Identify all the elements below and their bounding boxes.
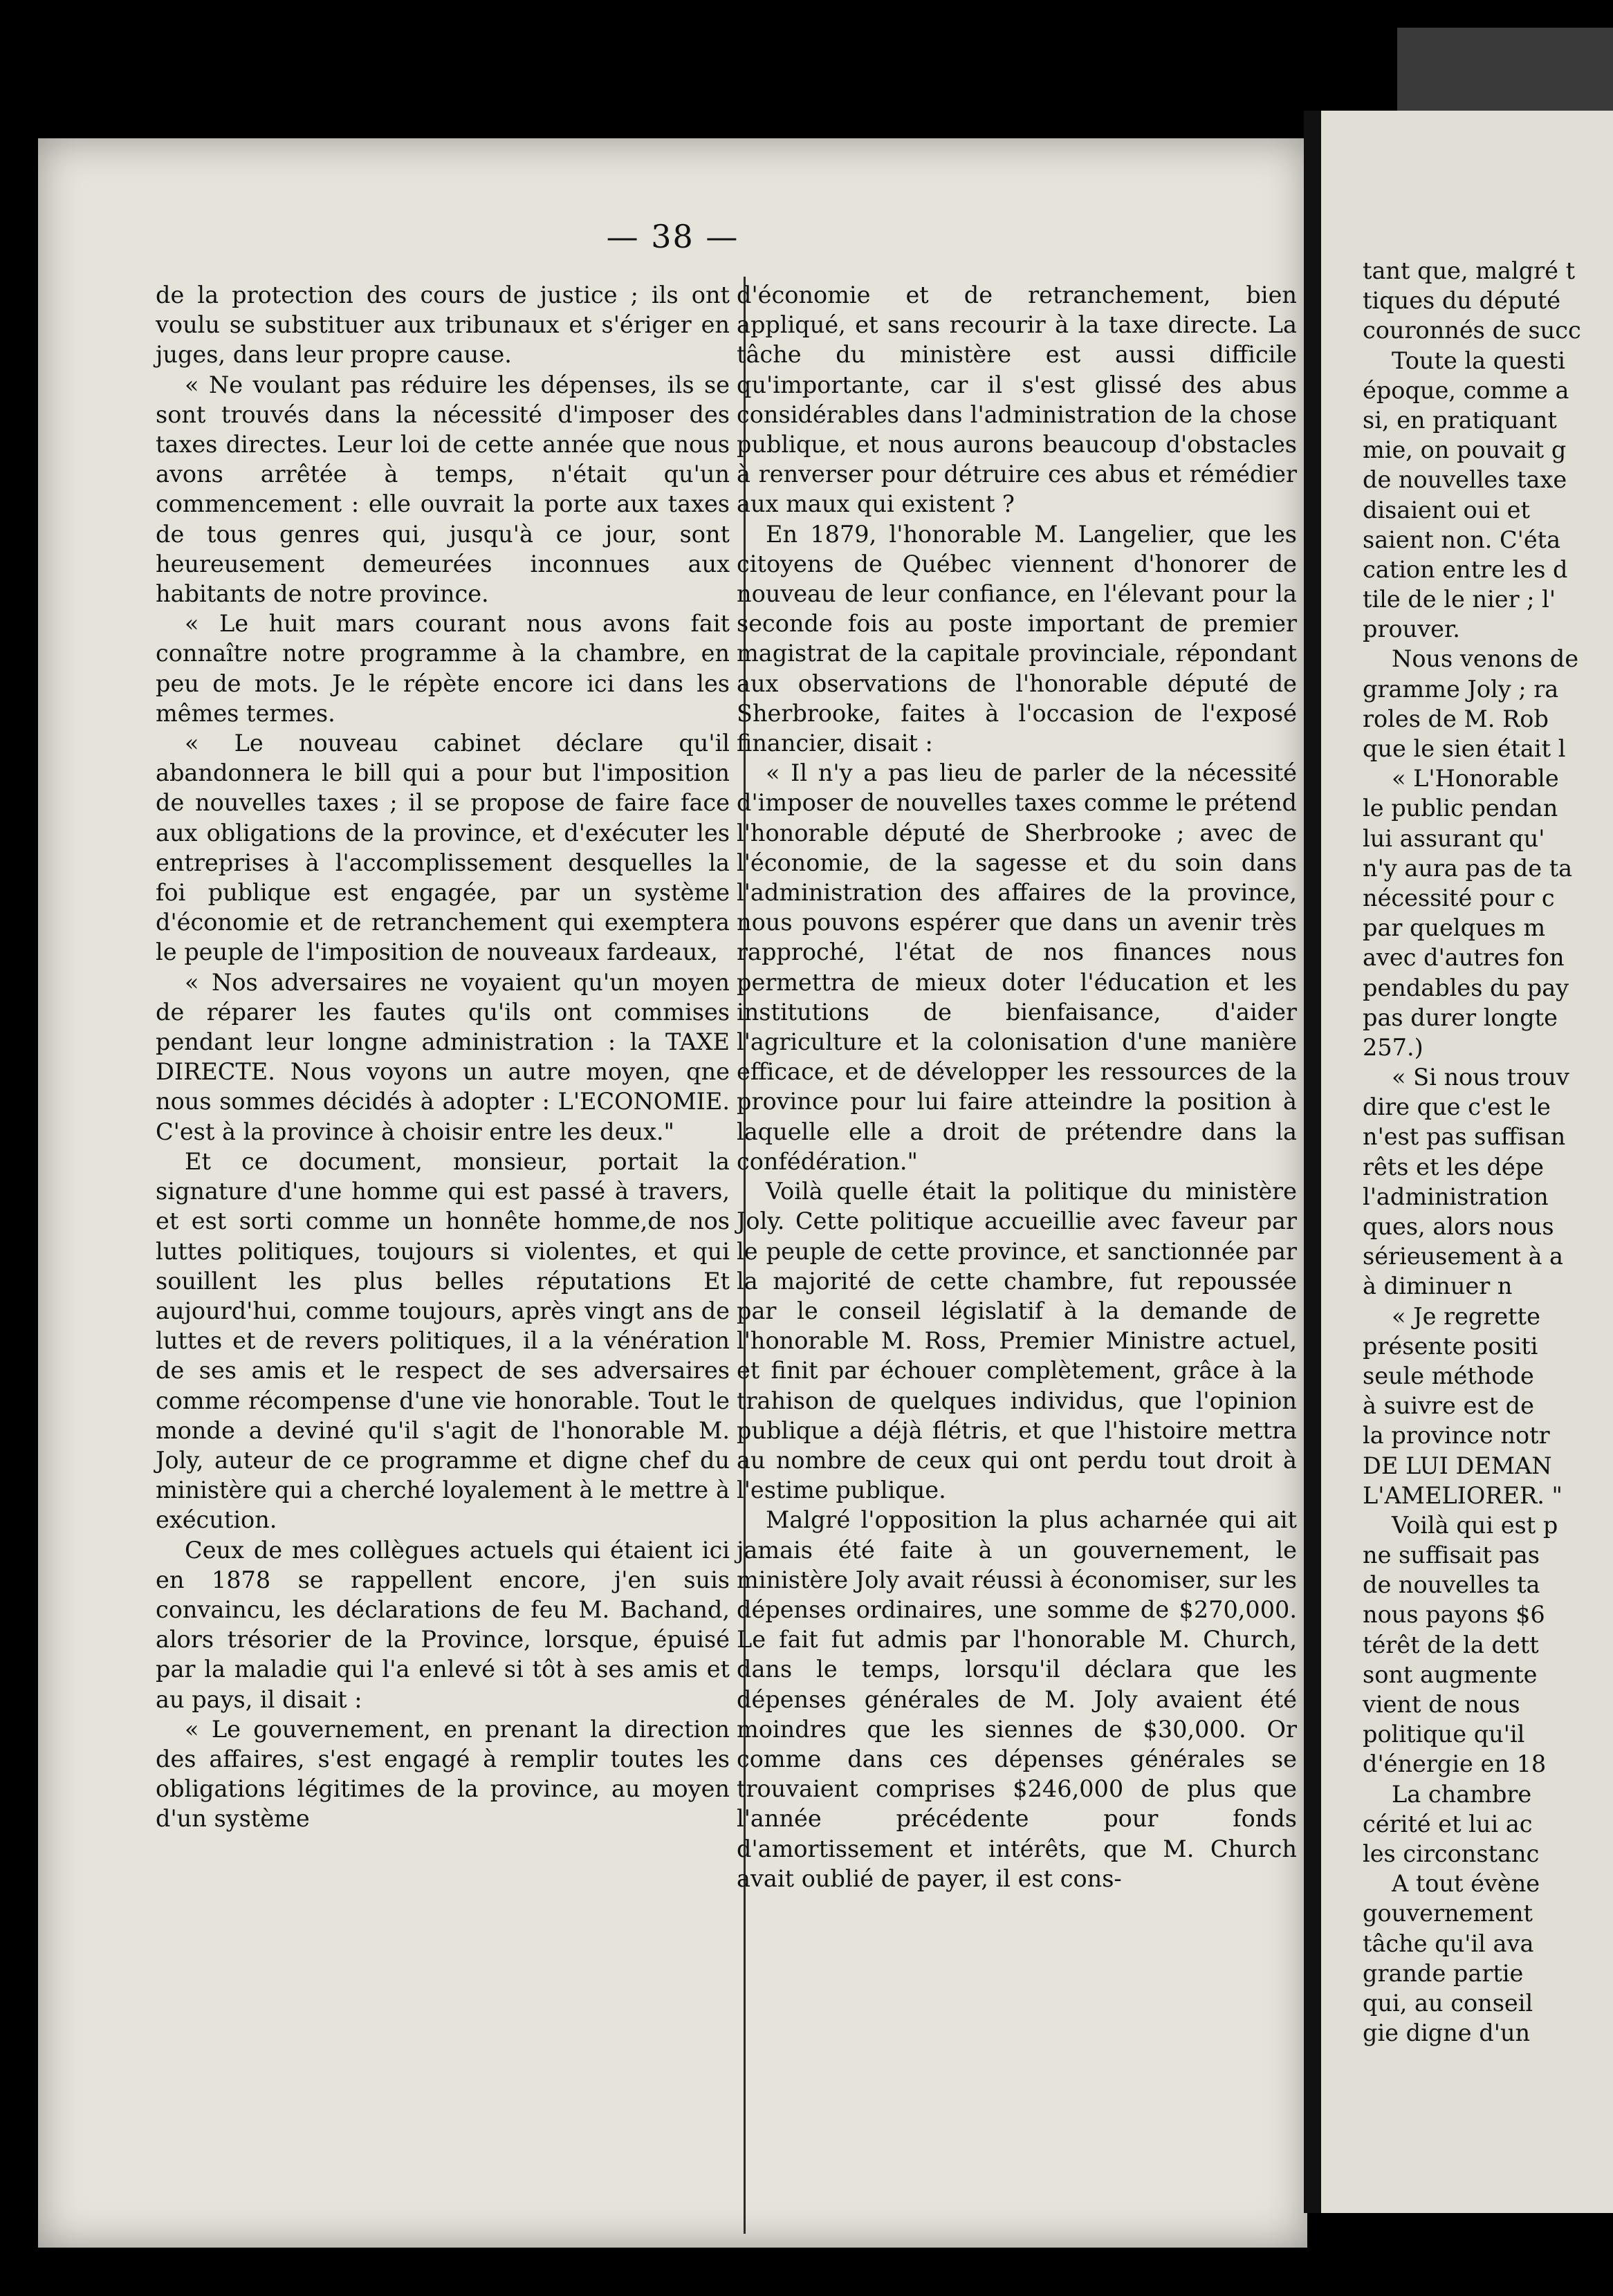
facing-line-23: avec d'autres fon: [1363, 944, 1565, 972]
right-paragraph-3: Voilà quelle était la politique du ministère Joly. Cette politique accueillie avec faveur par le peuple de cette province, et sanctionnée par la majorité de cette chambre, fut repoussée par le conseil législatif à la demande de l'honorable M. Ross, Premier Ministre actuel, et finit par échouer complètement, grâce à la trahison de quelques individus, que l'opinion publique a déjà flétris, et que l'histoire mettra au nombre de ceux qui ont perdu tout droit à l'estime publique.: [737, 1178, 1297, 1504]
facing-page-text: [1363, 256, 1613, 2048]
facing-line-10: cation entre les d: [1363, 555, 1568, 583]
facing-line-14: gramme Joly ; ra: [1363, 675, 1559, 703]
facing-line-51: La chambre: [1392, 1780, 1532, 1808]
facing-line-45: nous payons $6: [1363, 1601, 1545, 1629]
facing-line-20: n'y aura pas de ta: [1363, 854, 1573, 882]
facing-line-30: rêts et les dépe: [1363, 1153, 1544, 1181]
facing-line-28: dire que c'est le: [1363, 1093, 1551, 1121]
facing-line-33: sérieusement à a: [1363, 1243, 1564, 1270]
facing-line-35: « Je regrette: [1392, 1302, 1540, 1330]
facing-line-53: les circonstanc: [1363, 1840, 1540, 1867]
left-paragraph-5: Et ce document, monsieur, portait la signature d'une homme qui est passé à travers, et est sorti comme un honnête homme,de nos luttes politiques, toujours si violentes, et qui souillent les plus belles réputations Et aujourd'hui, comme toujours, après vingt ans de luttes et de revers politiques, il a la vénération de ses amis et le respect de ses adversaires comme récompense d'une vie honorable. Tout le monde a deviné qu'il s'agit de l'honorable M. Joly, auteur de ce programme et digne chef du ministère qui a cherché loyalement à le mettre à exécution.: [156, 1147, 730, 1534]
left-paragraph-0: de la protection des cours de justice ; ils ont voulu se substituer aux tribunaux et s'ériger en juges, dans leur propre cause.: [156, 281, 730, 369]
facing-line-59: gie digne d'un: [1363, 2019, 1531, 2047]
facing-line-50: d'énergie en 18: [1363, 1750, 1547, 1778]
facing-line-34: à diminuer n: [1363, 1272, 1513, 1300]
facing-line-55: gouvernement: [1363, 1900, 1533, 1927]
facing-line-38: à suivre est de: [1363, 1392, 1534, 1420]
facing-line-54: A tout évène: [1392, 1870, 1540, 1898]
facing-line-4: époque, comme a: [1363, 376, 1569, 404]
facing-line-21: nécessité pour c: [1363, 884, 1555, 911]
facing-line-17: « L'Honorable: [1392, 765, 1559, 793]
left-paragraph-3: « Le nouveau cabinet déclare qu'il abandonnera le bill qui a pour but l'imposition de nouvelles taxes ; il se propose de faire face aux obligations de la province, et d'exécuter les entreprises à l'accomplissement desquelles la foi publique est engagée, par un système d'économie et de retranchement qui exemptera le peuple de l'imposition de nouveaux fardeaux,: [156, 730, 730, 966]
facing-line-25: pas durer longte: [1363, 1003, 1558, 1031]
facing-line-26: 257.): [1363, 1033, 1423, 1061]
facing-line-40: DE LUI DEMAN: [1363, 1452, 1552, 1479]
facing-line-41: L'AMELIORER. ": [1363, 1481, 1563, 1509]
facing-line-22: par quelques m: [1363, 914, 1546, 942]
book-page: [38, 138, 1307, 2248]
facing-line-11: tile de le nier ; l': [1363, 586, 1556, 613]
facing-line-29: n'est pas suffisan: [1363, 1123, 1566, 1151]
left-paragraph-4: « Nos adversaires ne voyaient qu'un moyen de réparer les fautes qu'ils ont commises pendant leur longne administration : la TAXE DIRECTE. Nous voyons un autre moyen, qne nous sommes décidés à adopter : L'ECONOMIE. C'est à la province à choisir entre les deux.": [156, 968, 730, 1145]
facing-line-58: qui, au conseil: [1363, 1989, 1533, 2017]
facing-line-18: le public pendan: [1363, 795, 1558, 822]
facing-line-46: térêt de la dett: [1363, 1631, 1539, 1658]
facing-line-44: de nouvelles ta: [1363, 1571, 1540, 1599]
facing-line-36: présente positi: [1363, 1332, 1538, 1360]
facing-line-3: Toute la questi: [1392, 346, 1565, 374]
left-paragraph-6: Ceux de mes collègues actuels qui étaient ici en 1878 se rappellent encore, j'en suis convaincu, les déclarations de feu M. Bachand, alors trésorier de la Province, lorsque, épuisé par la maladie qui l'a enlevé si tôt à ses amis et au pays, il disait :: [156, 1536, 730, 1713]
facing-line-39: la province notr: [1363, 1422, 1550, 1450]
facing-line-8: disaient oui et: [1363, 496, 1530, 524]
facing-line-2: couronnés de succ: [1363, 317, 1581, 344]
facing-line-32: ques, alors nous: [1363, 1213, 1554, 1240]
facing-line-19: lui assurant qu': [1363, 824, 1545, 852]
facing-line-0: tant que, malgré t: [1363, 257, 1576, 284]
page-edge-background: [1397, 28, 1613, 111]
page-number: — 38 —: [606, 218, 739, 255]
facing-line-1: tiques du député: [1363, 287, 1561, 315]
facing-line-6: mie, on pouvait g: [1363, 436, 1567, 464]
facing-line-48: vient de nous: [1363, 1691, 1520, 1718]
facing-line-42: Voilà qui est p: [1392, 1511, 1558, 1539]
facing-line-13: Nous venons de: [1392, 645, 1579, 673]
right-text-column: [737, 280, 1297, 1894]
right-paragraph-0: d'économie et de retranchement, bien appliqué, et sans recourir à la taxe directe. La tâche du ministère est aussi difficile qu'importante, car il s'est glissé des abus considérables dans l'administration de la chose publique, et nous aurons beaucoup d'obstacles à renverser pour détruire ces abus et rémédier aux maux qui existent ?: [737, 281, 1297, 518]
facing-line-5: si, en pratiquant: [1363, 406, 1557, 434]
right-paragraph-2: « Il n'y a pas lieu de parler de la nécessité d'imposer de nouvelles taxes comme le prétend l'honorable député de Sherbrooke ; avec de l'économie, de la sagesse et du soin dans l'administration des affaires de la province, nous pouvons espérer que dans un avenir très rapproché, l'état de nos finances nous permettra de mieux doter l'éducation et les institutions de bienfaisance, d'aider l'agriculture et la colonisation d'une manière efficace, et de développer les ressources de la province pour lui faire atteindre la position à laquelle elle a droit de prétendre dans la confédération.": [737, 759, 1297, 1175]
facing-line-43: ne suffisait pas: [1363, 1542, 1540, 1569]
facing-line-27: « Si nous trouv: [1392, 1064, 1569, 1091]
facing-line-52: cérité et lui ac: [1363, 1810, 1533, 1837]
facing-line-12: prouver.: [1363, 615, 1460, 643]
facing-line-7: de nouvelles taxe: [1363, 466, 1567, 494]
left-paragraph-2: « Le huit mars courant nous avons fait connaître notre programme à la chambre, en peu de mots. Je le répète encore ici dans les mêmes termes.: [156, 610, 730, 727]
facing-line-31: l'administration: [1363, 1183, 1549, 1210]
right-paragraph-4: Malgré l'opposition la plus acharnée qui ait jamais été faite à un gouvernement, le ministère Joly avait réussi à économiser, sur les dépenses ordinaires, une somme de $270,000. Le fait fut admis par l'honorable M. Church, dans le temps, lorsqu'il déclara que les dépenses générales de M. Joly avaient été moindres que les siennes de $30,000. Or comme dans ces dépenses générales se trouvaient comprises $246,000 de plus que l'année précédente pour fonds d'amortissement et intérêts, que M. Church avait oublié de payer, il est cons-: [737, 1506, 1297, 1892]
facing-line-37: seule méthode: [1363, 1362, 1534, 1389]
left-text-column: [156, 280, 730, 1834]
facing-line-47: sont augmente: [1363, 1660, 1538, 1688]
facing-line-16: que le sien était l: [1363, 735, 1566, 762]
facing-page-fragment: [1321, 111, 1613, 2213]
facing-line-49: politique qu'il: [1363, 1721, 1525, 1748]
book-gutter: [1304, 111, 1321, 2213]
right-paragraph-1: En 1879, l'honorable M. Langelier, que les citoyens de Québec viennent d'honorer de nouveau de leur confiance, en l'élevant pour la seconde fois au poste important de premier magistrat de la capitale provinciale, répondant aux observations de l'honorable député de Sherbrooke, faites à l'occasion de l'exposé financier, disait :: [737, 520, 1297, 757]
facing-line-24: pendables du pay: [1363, 974, 1569, 1001]
facing-line-57: grande partie: [1363, 1959, 1524, 1987]
left-paragraph-1: « Ne voulant pas réduire les dépenses, ils se sont trouvés dans la nécessité d'imposer des taxes directes. Leur loi de cette année que nous avons arrêtée à temps, n'était qu'un commencement : elle ouvrait la porte aux taxes de tous genres qui, jusqu'à ce jour, sont heureusement demeurées inconnues aux habitants de notre province.: [156, 371, 730, 608]
facing-line-15: roles de M. Rob: [1363, 705, 1549, 732]
facing-line-9: saient non. C'éta: [1363, 526, 1561, 553]
facing-line-56: tâche qu'il ava: [1363, 1929, 1534, 1957]
left-paragraph-7: « Le gouvernement, en prenant la direction des affaires, s'est engagé à remplir toutes les obligations légitimes de la province, au moyen d'un système: [156, 1715, 730, 1833]
